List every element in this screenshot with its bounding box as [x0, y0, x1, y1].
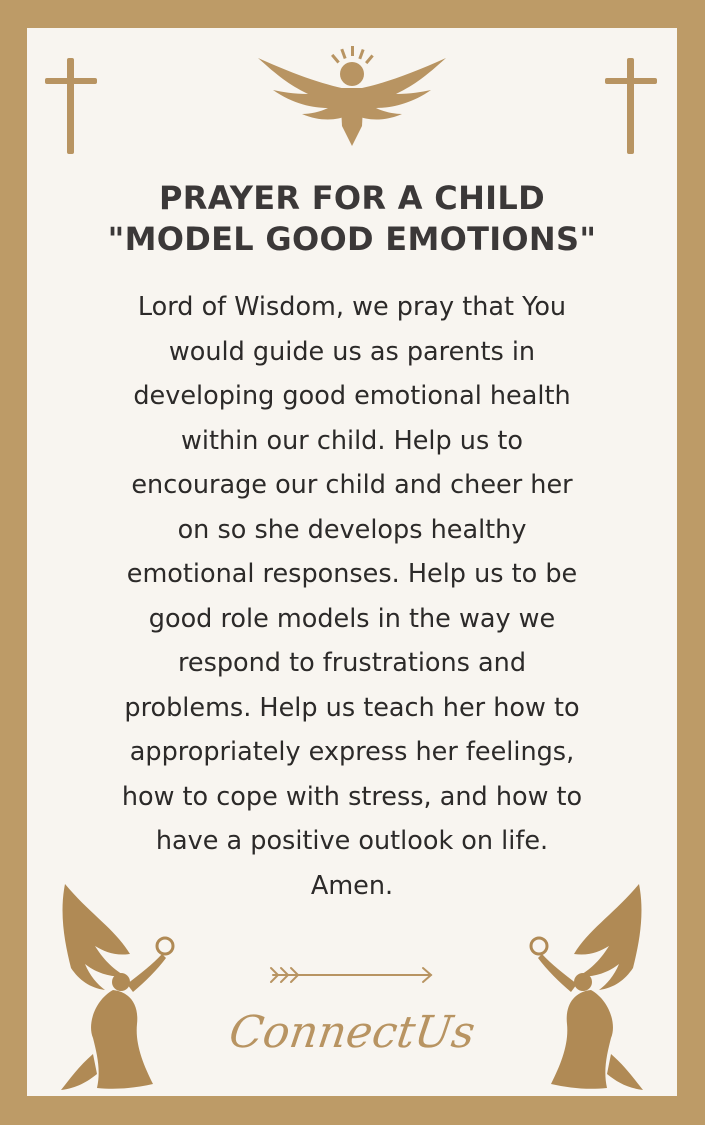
cross-icon-left [45, 58, 101, 158]
cross-icon-right [605, 58, 661, 158]
prayer-line: problems. Help us teach her how to [124, 692, 580, 723]
prayer-line: developing good emotional health [133, 381, 571, 411]
prayer-line: have a positive outlook on life. [155, 826, 549, 856]
angel-icon-right [519, 884, 669, 1094]
winged-sun-emblem-icon [258, 46, 448, 156]
arrow-divider-icon [267, 963, 437, 987]
prayer-line: on so she develops healthy [177, 514, 527, 545]
title-line: PRAYER FOR A CHILD [159, 179, 545, 217]
prayer-line: respond to frustrations and [177, 648, 527, 678]
prayer-line: how to cope with stress, and how to [121, 781, 583, 812]
prayer-line: appropriately express her feelings, [129, 737, 575, 767]
prayer-line: emotional responses. Help us to be [126, 559, 578, 589]
prayer-line: encourage our child and cheer her [131, 470, 573, 500]
brand-logo: ConnectUs [226, 1007, 479, 1058]
prayer-body [57, 285, 647, 908]
prayer-amen: Amen. [310, 870, 394, 901]
prayer-title [27, 178, 677, 260]
prayer-line: Lord of Wisdom, we pray that You [137, 292, 567, 322]
prayer-line: good role models in the way we [148, 603, 556, 634]
prayer-line: would guide us as parents in [168, 336, 536, 367]
title-subtitle-line: "MODEL GOOD EMOTIONS" [107, 220, 597, 258]
prayer-card [27, 28, 677, 1096]
prayer-line: within our child. Help us to [181, 425, 523, 456]
